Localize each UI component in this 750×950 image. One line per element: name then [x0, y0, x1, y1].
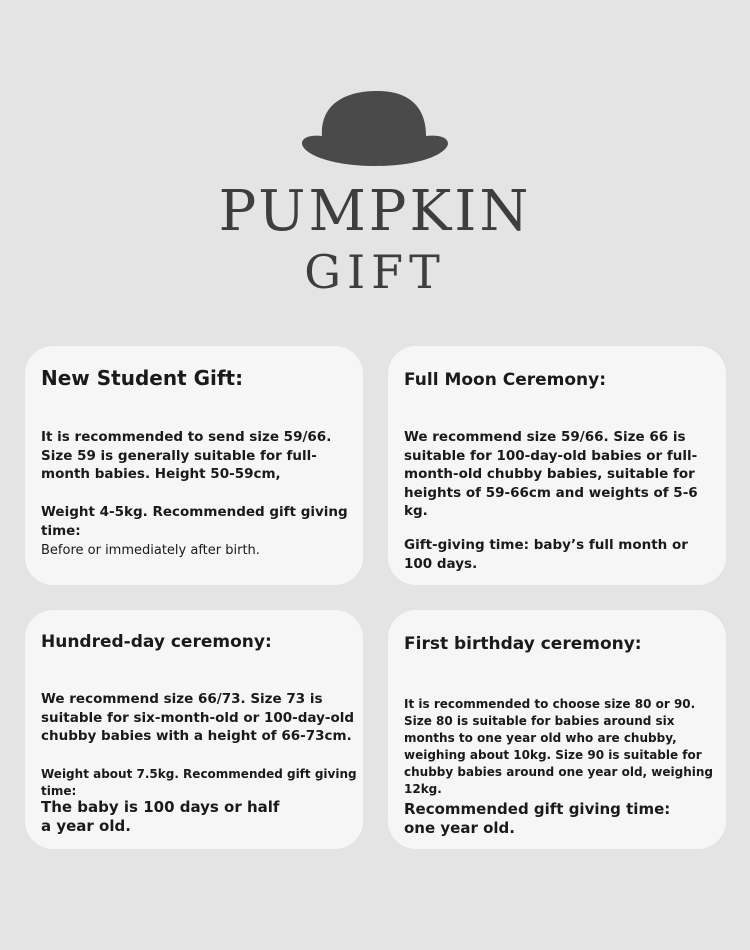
card-full-moon-ceremony	[388, 346, 726, 585]
card-title: Full Moon Ceremony:	[404, 370, 607, 390]
card-new-student-gift	[25, 346, 363, 585]
card-text: Weight 4-5kg. Recommended gift giving time:	[41, 504, 348, 539]
card-text: We recommend size 66/73. Size 73 is suitable for six-month-old or 100-day-old chubby babies with a height of 66-73cm.	[41, 691, 355, 744]
card-title: First birthday ceremony:	[404, 634, 642, 654]
card-text: It is recommended to choose size 80 or 90. Size 80 is suitable for babies around six months to one year old who are chubby, weighing about 10kg. Size 90 is suitable for chubby babies around one year old, weighing 12kg.	[404, 697, 713, 796]
brand-name-line2: GIFT	[304, 245, 446, 299]
card-title: Hundred-day ceremony:	[41, 632, 272, 652]
card-first-birthday-ceremony	[388, 610, 726, 849]
brand-name-line1: PUMPKIN	[218, 179, 532, 244]
card-text: The baby is 100 days or half a year old.	[41, 798, 280, 835]
card-hundred-day-ceremony	[25, 610, 363, 849]
card-text: We recommend size 59/66. Size 66 is suitable for 100-day-old babies or full-month-old chubby babies, suitable for heights of 59-66cm and weights of 5-6 kg.	[404, 429, 698, 519]
card-text: Recommended gift giving time: one year old.	[404, 800, 671, 837]
bowler-hat-icon	[300, 88, 450, 170]
card-text: Weight about 7.5kg. Recommended gift giving time:	[41, 767, 357, 798]
brand-logo	[0, 0, 750, 320]
card-text: It is recommended to send size 59/66. Size 59 is generally suitable for full-month babies. Height 50-59cm,	[41, 429, 332, 482]
card-title: New Student Gift:	[41, 366, 244, 390]
card-text: Before or immediately after birth.	[41, 543, 260, 558]
card-text: Gift-giving time: baby’s full month or 100 days.	[404, 537, 688, 572]
